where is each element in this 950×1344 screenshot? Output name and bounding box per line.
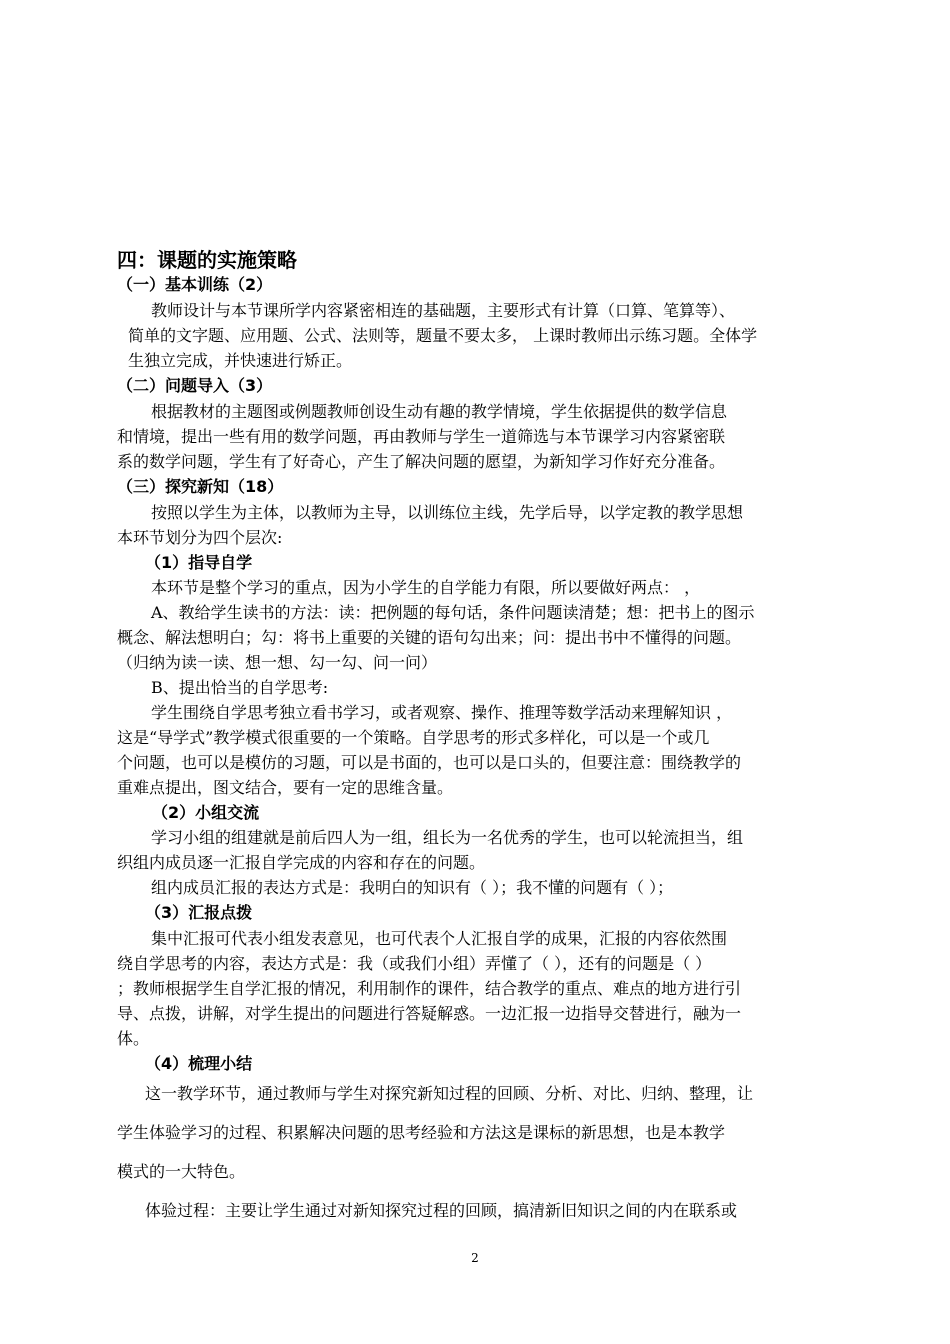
paragraph-line: A、教给学生读书的方法：读：把例题的每句话，条件问题读清楚；想：把书上的图示 — [151, 603, 755, 622]
paragraph-line: 这一教学环节，通过教师与学生对探究新知过程的回顾、分析、对比、归纳、整理，让 — [145, 1084, 754, 1103]
paragraph-line: 本环节是整个学习的重点，因为小学生的自学能力有限，所以要做好两点： ， — [151, 578, 701, 597]
paragraph-line: （归纳为读一读、想一想、勾一勾、问一问） — [117, 653, 438, 672]
paragraph-line: 学生体验学习的过程、积累解决问题的思考经验和方法这是课标的新思想，也是本教学 — [117, 1123, 726, 1142]
paragraph-line: 本环节划分为四个层次: — [117, 528, 283, 547]
paragraph-line: 体验过程：主要让学生通过对新知探究过程的回顾，搞清新旧知识之间的内在联系或 — [145, 1201, 738, 1220]
paragraph-line: 学习小组的组建就是前后四人为一组，组长为一名优秀的学生，也可以轮流担当，组 — [151, 828, 744, 847]
sub1-heading: （一）基本训练（2） — [117, 275, 273, 294]
paragraph-line: 根据教材的主题图或例题教师创设生动有趣的教学情境，学生依据提供的数学信息 — [151, 402, 728, 421]
paragraph-line: 组内成员汇报的表达方式是：我明白的知识有（ ）；我不懂的问题有（ ）； — [151, 878, 674, 897]
paragraph-line: 系的数学问题，学生有了好奇心，产生了解决问题的愿望，为新知学习作好充分准备。 — [117, 452, 726, 471]
paragraph-line: 学生围绕自学思考独立看书学习，或者观察、操作、推理等数学活动来理解知识 ， — [151, 703, 733, 722]
paragraph-line: B、提出恰当的自学思考: — [151, 678, 329, 697]
paragraph-line: 重难点提出，图文结合，要有一定的思维含量。 — [117, 778, 454, 797]
paragraph-line: 教师设计与本节课所学内容紧密相连的基础题，主要形式有计算（口算、笔算等）、 — [151, 301, 736, 320]
paragraph-line: 织组内成员逐一汇报自学完成的内容和存在的问题。 — [117, 853, 486, 872]
step3-heading: （3）汇报点拨 — [145, 903, 253, 922]
step4-heading: （4）梳理小结 — [145, 1054, 253, 1073]
step1-heading: （1）指导自学 — [145, 553, 253, 572]
paragraph-line: 和情境，提出一些有用的数学问题，再由教师与学生一道筛选与本节课学习内容紧密联 — [117, 427, 726, 446]
paragraph-line: 绕自学思考的内容，表达方式是：我（或我们小组）弄懂了（ ），还有的问题是（ ） — [117, 954, 712, 973]
paragraph-line: 概念、解法想明白；勾：将书上重要的关键的语句勾出来；问：提出书中不懂得的问题。 — [117, 628, 742, 647]
page-number: 2 — [471, 1251, 479, 1265]
paragraph-line: 生独立完成，并快速进行矫正。 — [128, 351, 353, 370]
sub2-heading: （二）问题导入（3） — [117, 376, 273, 395]
paragraph-line: 个问题，也可以是模仿的习题，可以是书面的，也可以是口头的，但要注意：围绕教学的 — [117, 753, 742, 772]
paragraph-line: 按照以学生为主体，以教师为主导，以训练位主线，先学后导，以学定教的教学思想 — [151, 503, 744, 522]
paragraph-line: 导、点拨，讲解，对学生提出的问题进行答疑解惑。一边汇报一边指导交替进行，融为一 — [117, 1004, 742, 1023]
step2-heading: （2）小组交流 — [152, 803, 260, 822]
paragraph-line: ；教师根据学生自学汇报的情况，利用制作的课件，结合教学的重点、难点的地方进行引 — [117, 979, 742, 998]
paragraph-line: 模式的一大特色。 — [117, 1162, 246, 1181]
paragraph-line: 集中汇报可代表小组发表意见，也可代表个人汇报自学的成果，汇报的内容依然围 — [151, 929, 728, 948]
sub3-heading: （三）探究新知（18） — [117, 477, 284, 496]
paragraph-line: 体。 — [117, 1029, 150, 1048]
paragraph-line: 这是“导学式”教学模式很重要的一个策略。自学思考的形式多样化，可以是一个或几 — [117, 728, 710, 747]
paragraph-line: 简单的文字题、应用题、公式、法则等，题量不要太多， 上课时教师出示练习题。全体学 — [128, 326, 758, 345]
section-title: 四：课题的实施策略 — [117, 248, 297, 272]
